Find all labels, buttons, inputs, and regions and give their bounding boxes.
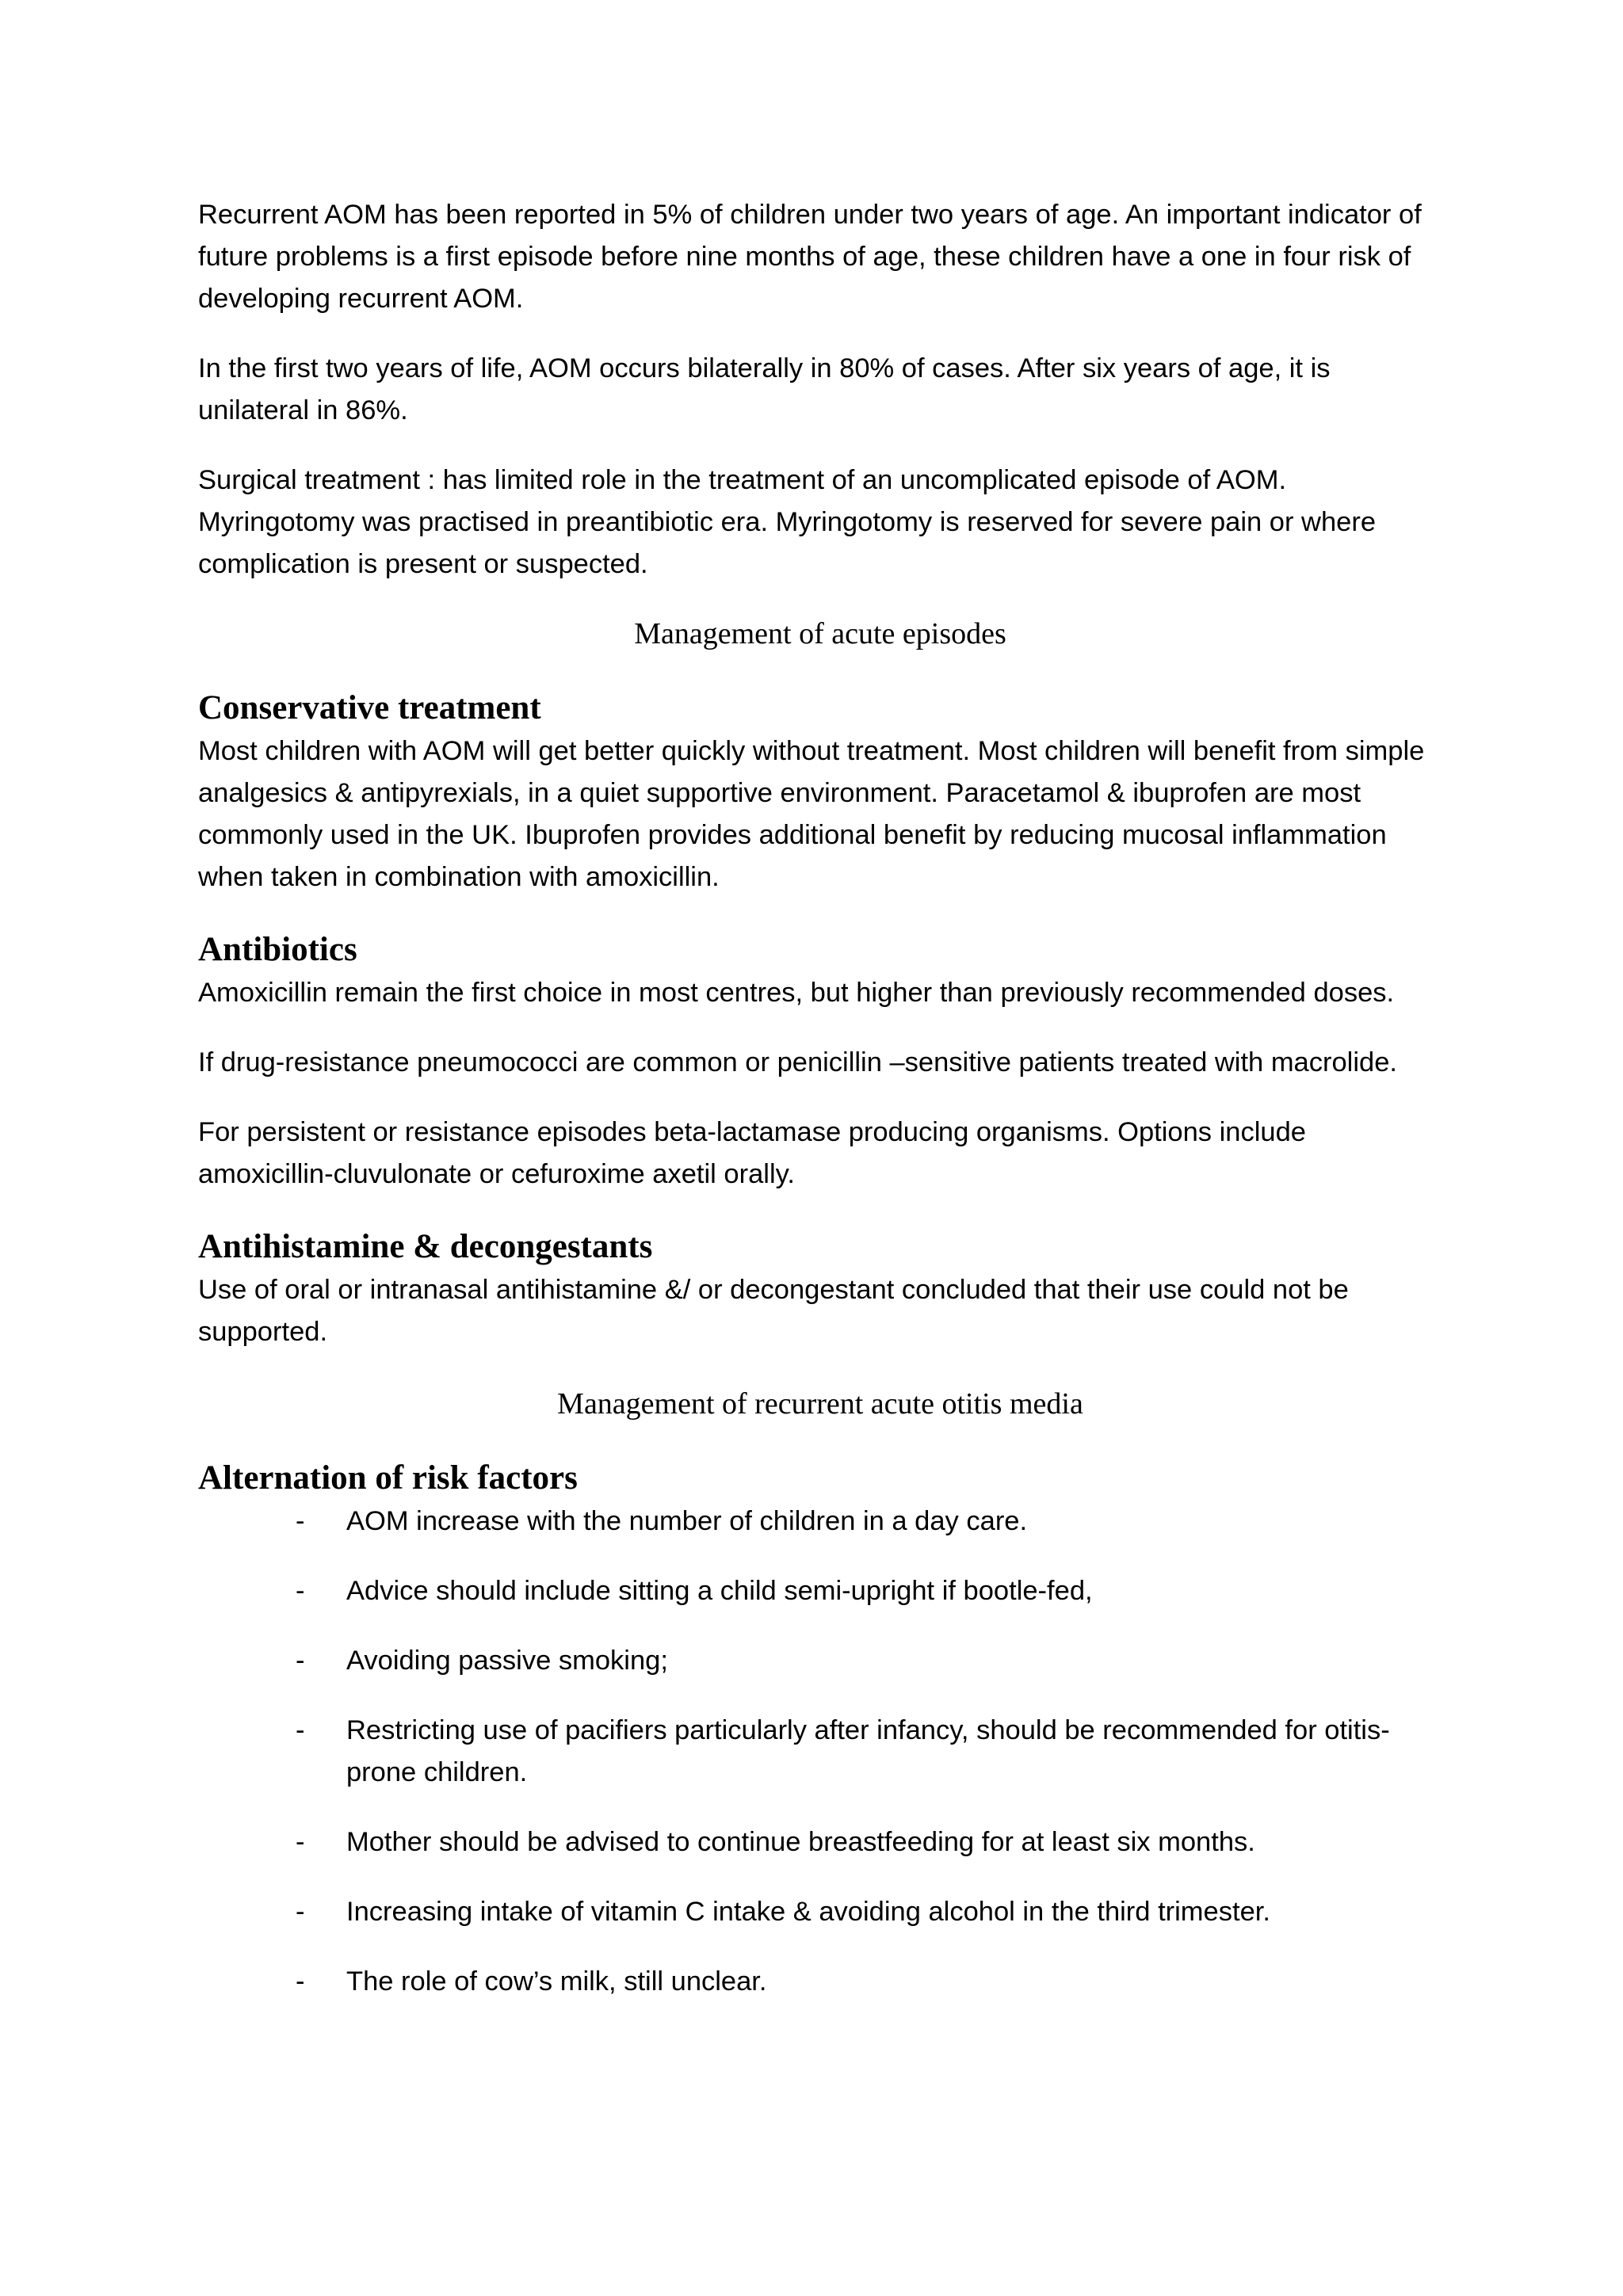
list-dash: - [296, 1827, 305, 1857]
list-item-text: Increasing intake of vitamin C intake & avoiding alcohol in the third trimester. [346, 1897, 1270, 1927]
heading-antihistamine: Antihistamine & decongestants [198, 1228, 653, 1265]
list-item-text: Mother should be advised to continue breastfeeding for at least six months. [346, 1827, 1255, 1857]
paragraph-conservative-treatment: Most children with AOM will get better quickly without treatment. Most children will benefit from simple analgesics & antipyrexials, in a quiet supportive environment. Paracetamol & ibuprofen are most commonly used in the UK. Ibuprofen provides additional benefit by reducing mucosal inflammation when taken in combination with amoxicillin. [198, 736, 1425, 892]
heading-antibiotics: Antibiotics [198, 931, 357, 968]
list-dash: - [296, 1966, 305, 1997]
heading-conservative-treatment: Conservative treatment [198, 689, 541, 727]
list-item [198, 1501, 1442, 1543]
list-item-text: Advice should include sitting a child semi-upright if bootle-fed, [346, 1576, 1093, 1606]
list-item [198, 1821, 1442, 1863]
list-item [198, 1961, 1442, 2003]
list-dash: - [296, 1715, 305, 1745]
section-title-acute: Management of acute episodes [634, 617, 1006, 650]
document-page [198, 194, 1442, 2031]
list-item [198, 1891, 1442, 1933]
list-item [198, 1710, 1442, 1794]
paragraph-antibiotics-persistent: For persistent or resistance episodes beta-lactamase producing organisms. Options include amoxicillin-cluvulonate or cefuroxime axetil orally. [198, 1117, 1306, 1189]
paragraph-antibiotics-amoxicillin: Amoxicillin remain the first choice in most centres, but higher than previously recommended doses. [198, 978, 1395, 1008]
list-dash: - [296, 1897, 305, 1927]
list-dash: - [296, 1506, 305, 1536]
list-dash: - [296, 1576, 305, 1606]
paragraph-antibiotics-macrolide: If drug-resistance pneumococci are common or penicillin –sensitive patients treated with macrolide. [198, 1047, 1397, 1077]
intro-paragraph-recurrence: Recurrent AOM has been reported in 5% of children under two years of age. An important indicator of future problems is a first episode before nine months of age, these children have a one in four risk of developing recurrent AOM. [198, 200, 1422, 314]
list-dash: - [296, 1646, 305, 1676]
list-item [198, 1570, 1442, 1612]
heading-risk-factors: Alternation of risk factors [198, 1459, 578, 1497]
list-item [198, 1640, 1442, 1682]
list-item-text: AOM increase with the number of children in a day care. [346, 1506, 1028, 1536]
paragraph-antihistamine: Use of oral or intranasal antihistamine &/ or decongestant concluded that their use could not be supported. [198, 1275, 1349, 1347]
list-item-text: Restricting use of pacifiers particularly after infancy, should be recommended for otitis-prone children. [346, 1715, 1390, 1787]
section-title-recurrent: Management of recurrent acute otitis media [557, 1387, 1083, 1421]
list-item-text: The role of cow’s milk, still unclear. [346, 1966, 767, 1997]
intro-paragraph-surgical: Surgical treatment : has limited role in the treatment of an uncomplicated episode of AOM. Myringotomy was practised in preantibiotic era. Myringotomy is reserved for severe pain or where complication is present or suspected. [198, 465, 1377, 579]
list-item-text: Avoiding passive smoking; [346, 1646, 668, 1676]
risk-factor-list [198, 1501, 1442, 2003]
intro-paragraph-bilateral: In the first two years of life, AOM occurs bilaterally in 80% of cases. After six years of age, it is unilateral in 86%. [198, 353, 1331, 425]
